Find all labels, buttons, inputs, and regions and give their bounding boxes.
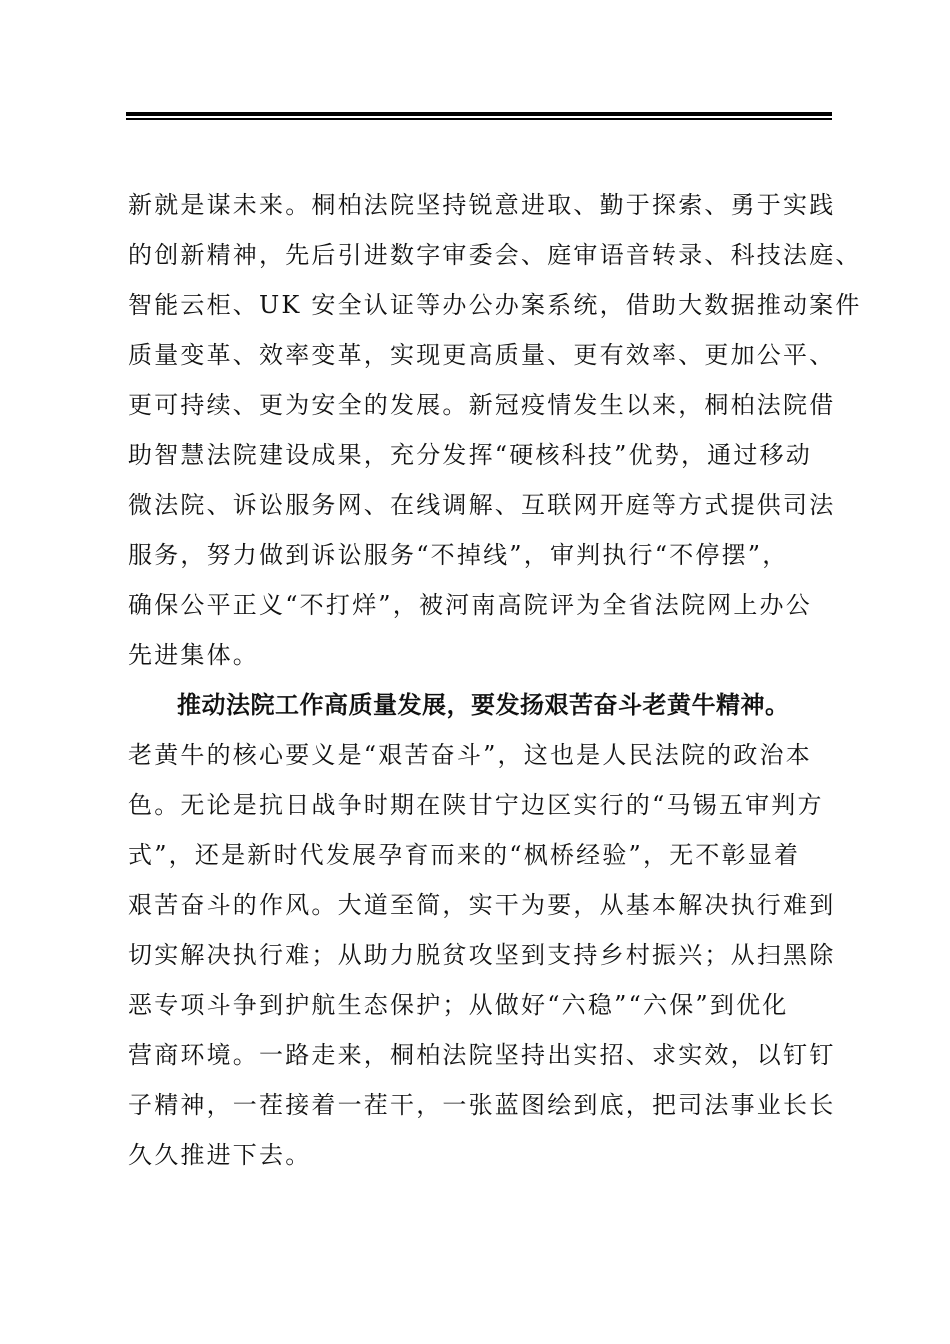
text-line: 质量变革、效率变革，实现更高质量、更有效率、更加公平、 bbox=[128, 341, 836, 369]
text-line: 恶专项斗争到护航生态保护；从做好“六稳”“六保”到优化 bbox=[128, 991, 789, 1019]
text-line: 新就是谋未来。桐柏法院坚持锐意进取、勤于探索、勇于实践 bbox=[128, 191, 836, 219]
text-line: 艰苦奋斗的作风。大道至简，实干为要，从基本解决执行难到 bbox=[128, 891, 836, 919]
text-line: 智能云柜、UK 安全认证等办公办案系统，借助大数据推动案件 bbox=[128, 291, 862, 319]
text-line: 久久推进下去。 bbox=[128, 1141, 312, 1169]
text-line: 子精神，一茬接着一茬干，一张蓝图绘到底，把司法事业长长 bbox=[128, 1091, 836, 1119]
header-rule-thin bbox=[126, 118, 832, 120]
paragraph-heading: 推动法院工作高质量发展，要发扬艰苦奋斗老黄牛精神。 bbox=[177, 690, 790, 719]
text-line: 色。无论是抗日战争时期在陕甘宁边区实行的“马锡五审判方 bbox=[128, 791, 824, 819]
text-line: 老黄牛的核心要义是“艰苦奋斗”，这也是人民法院的政治本 bbox=[128, 741, 812, 769]
text-line: 助智慧法院建设成果，充分发挥“硬核科技”优势，通过移动 bbox=[128, 441, 812, 469]
text-line: 切实解决执行难；从助力脱贫攻坚到支持乡村振兴；从扫黑除 bbox=[128, 941, 836, 969]
header-double-rule bbox=[126, 112, 832, 120]
text-line: 先进集体。 bbox=[128, 641, 259, 669]
text-line: 更可持续、更为安全的发展。新冠疫情发生以来，桐柏法院借 bbox=[128, 391, 836, 419]
paragraph-innovation bbox=[128, 180, 862, 680]
paragraph-hard-work bbox=[128, 680, 834, 1180]
header-rule-thick bbox=[126, 112, 832, 116]
text-line: 式”，还是新时代发展孕育而来的“枫桥经验”，无不彰显着 bbox=[128, 841, 801, 869]
document-body bbox=[128, 180, 862, 1180]
text-line: 确保公平正义“不打烊”，被河南高院评为全省法院网上办公 bbox=[128, 591, 812, 619]
text-line: 营商环境。一路走来，桐柏法院坚持出实招、求实效，以钉钉 bbox=[128, 1041, 836, 1069]
text-line: 微法院、诉讼服务网、在线调解、互联网开庭等方式提供司法 bbox=[128, 491, 836, 519]
text-line: 服务，努力做到诉讼服务“不掉线”，审判执行“不停摆”， bbox=[128, 541, 789, 569]
text-line: 的创新精神，先后引进数字审委会、庭审语音转录、科技法庭、 bbox=[128, 241, 862, 269]
